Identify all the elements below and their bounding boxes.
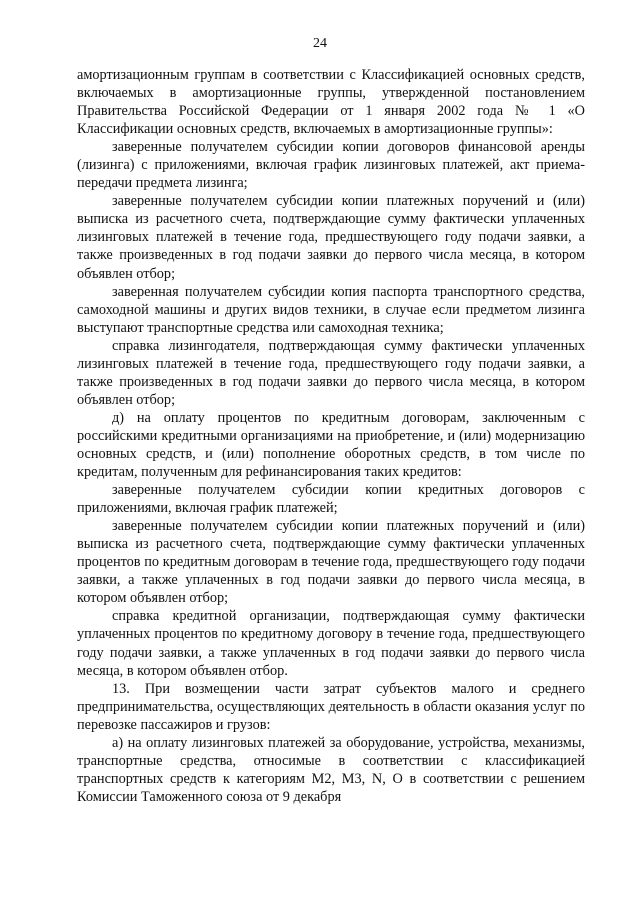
paragraph: д) на оплату процентов по кредитным договорам, заключенным с российскими кредитными организациями на приобретение, и (или) модернизацию основных средств, и (или) пополнение оборотных средств, в том числе по кредитам, полученным для рефинансирования таких кредитов:	[77, 409, 585, 481]
paragraph: заверенные получателем субсидии копии платежных поручений и (или) выписка из расчетного счета, подтверждающие сумму фактически уплаченных лизинговых платежей в течение года, предшествующего году подачи заявки, а также произведенных в год подачи заявки до первого числа месяца, в котором объявлен отбор;	[77, 193, 585, 282]
paragraph: заверенные получателем субсидии копии договоров финансовой аренды (лизинга) с приложениями, включая график лизинговых платежей, акт приема-передачи предмета лизинга;	[77, 139, 585, 192]
paragraph: а) на оплату лизинговых платежей за оборудование, устройства, механизмы, транспортные средства, относимые в соответствии с классификацией транспортных средств к категориям М2, М3, N, О в соответствии с решением Комиссии Таможенного союза от 9 декабря	[77, 734, 585, 805]
paragraph: заверенные получателем субсидии копии кредитных договоров с приложениями, включая график платежей;	[77, 482, 585, 517]
paragraph: заверенные получателем субсидии копии платежных поручений и (или) выписка из расчетного счета, подтверждающие сумму фактически уплаченных процентов по кредитным договорам в течение года, предшествующего году подачи заявки, а также уплаченных в год подачи заявки до первого числа месяца, в котором объявлен отбор;	[77, 518, 585, 607]
paragraph: справка кредитной организации, подтверждающая сумму фактически уплаченных процентов по кредитному договору в течение года, предшествующего году подачи заявки, а также уплаченных в год подачи заявки до первого числа месяца, в котором объявлен отбор.	[77, 608, 585, 679]
page-number: 24	[313, 36, 327, 51]
paragraph: амортизационным группам в соответствии с Классификацией основных средств, включаемых в амортизационные группы, утвержденной постановлением Правительства Российской Федерации от 1 января 2002 года № 1 «О Классификации основных средств, включаемых в амортизационные группы»:	[77, 67, 585, 138]
document-body	[77, 66, 585, 806]
paragraph: заверенная получателем субсидии копия паспорта транспортного средства, самоходной машины и других видов техники, в случае если предметом лизинга выступают транспортные средства или самоходная техника;	[77, 283, 585, 336]
paragraph: 13. При возмещении части затрат субъектов малого и среднего предпринимательства, осуществляющих деятельность в области оказания услуг по перевозке пассажиров и грузов:	[77, 680, 585, 733]
paragraph: справка лизингодателя, подтверждающая сумму фактически уплаченных лизинговых платежей в течение года, предшествующего году подачи заявки, а также произведенных в год подачи заявки до первого числа месяца, в котором объявлен отбор;	[77, 337, 585, 408]
